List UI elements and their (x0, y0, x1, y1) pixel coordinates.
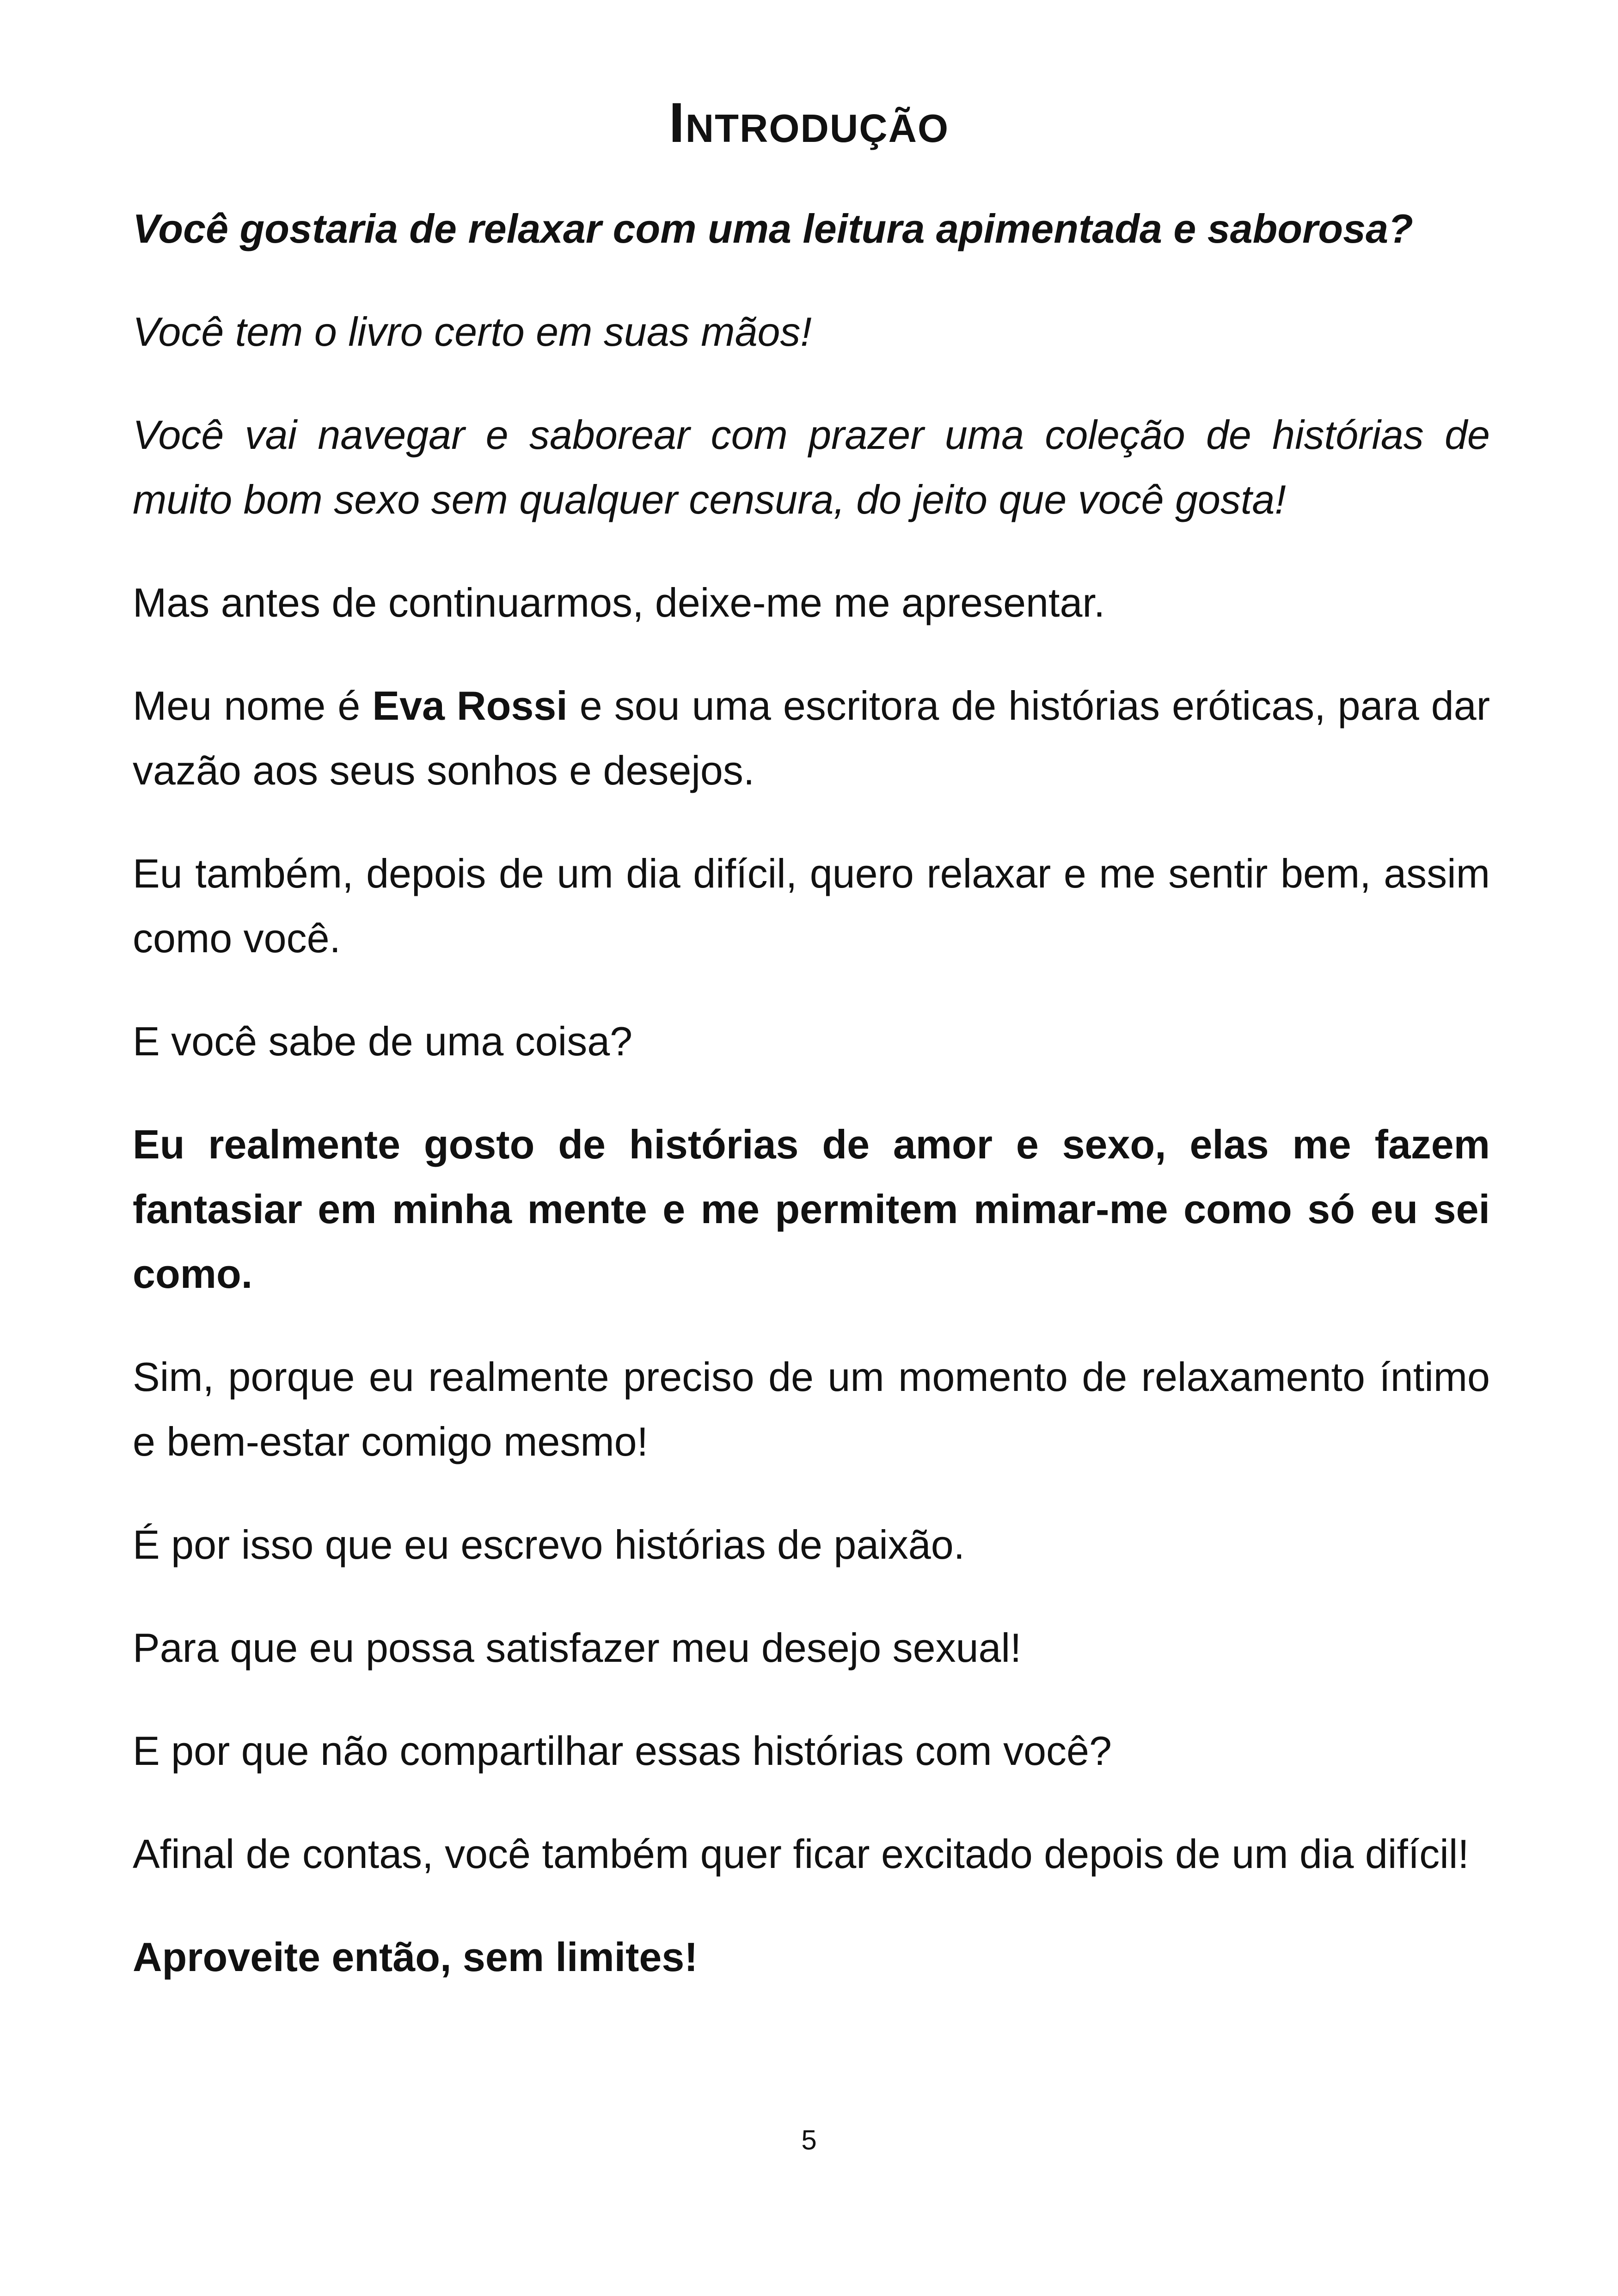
paragraph-12: E por que não compartilhar essas histórias com você? (133, 1728, 1112, 1774)
paragraph-14: Aproveite então, sem limites! (133, 1934, 698, 1980)
paragraph-4: Mas antes de continuarmos, deixe-me me apresentar. (133, 580, 1105, 625)
paragraph-3: Você vai navegar e saborear com prazer uma coleção de histórias de muito bom sexo sem qualquer censura, do jeito que você gosta! (133, 412, 1490, 522)
body-text (133, 196, 1490, 2028)
paragraph-7: E você sabe de uma coisa? (133, 1018, 633, 1064)
paragraph-9: Sim, porque eu realmente preciso de um momento de relaxamento íntimo e bem-estar comigo mesmo! (133, 1354, 1490, 1464)
paragraph-13: Afinal de contas, você também quer ficar excitado depois de um dia difícil! (133, 1831, 1469, 1877)
paragraph-1: Você gostaria de relaxar com uma leitura apimentada e saborosa? (133, 206, 1413, 251)
paragraph-11: Para que eu possa satisfazer meu desejo sexual! (133, 1625, 1022, 1671)
page-number: 5 (801, 2125, 817, 2155)
title-text: Introdução (668, 91, 950, 154)
paragraph-2: Você tem o livro certo em suas mãos! (133, 309, 812, 355)
page-title (0, 88, 1618, 157)
paragraph-5-before: Meu nome é (133, 683, 373, 729)
paragraph-5-after: e sou uma escritora de histórias eróticas, para dar vazão aos seus sonhos e desejos. (133, 683, 1490, 793)
paragraph-8: Eu realmente gosto de histórias de amor e sexo, elas me fazem fantasiar em minha mente e me permitem mimar-me como só eu sei como. (133, 1121, 1490, 1297)
paragraph-10: É por isso que eu escrevo histórias de paixão. (133, 1522, 965, 1567)
paragraph-5 (133, 673, 1490, 803)
paragraph-6: Eu também, depois de um dia difícil, quero relaxar e me sentir bem, assim como você. (133, 851, 1490, 961)
author-name: Eva Rossi (372, 683, 568, 729)
